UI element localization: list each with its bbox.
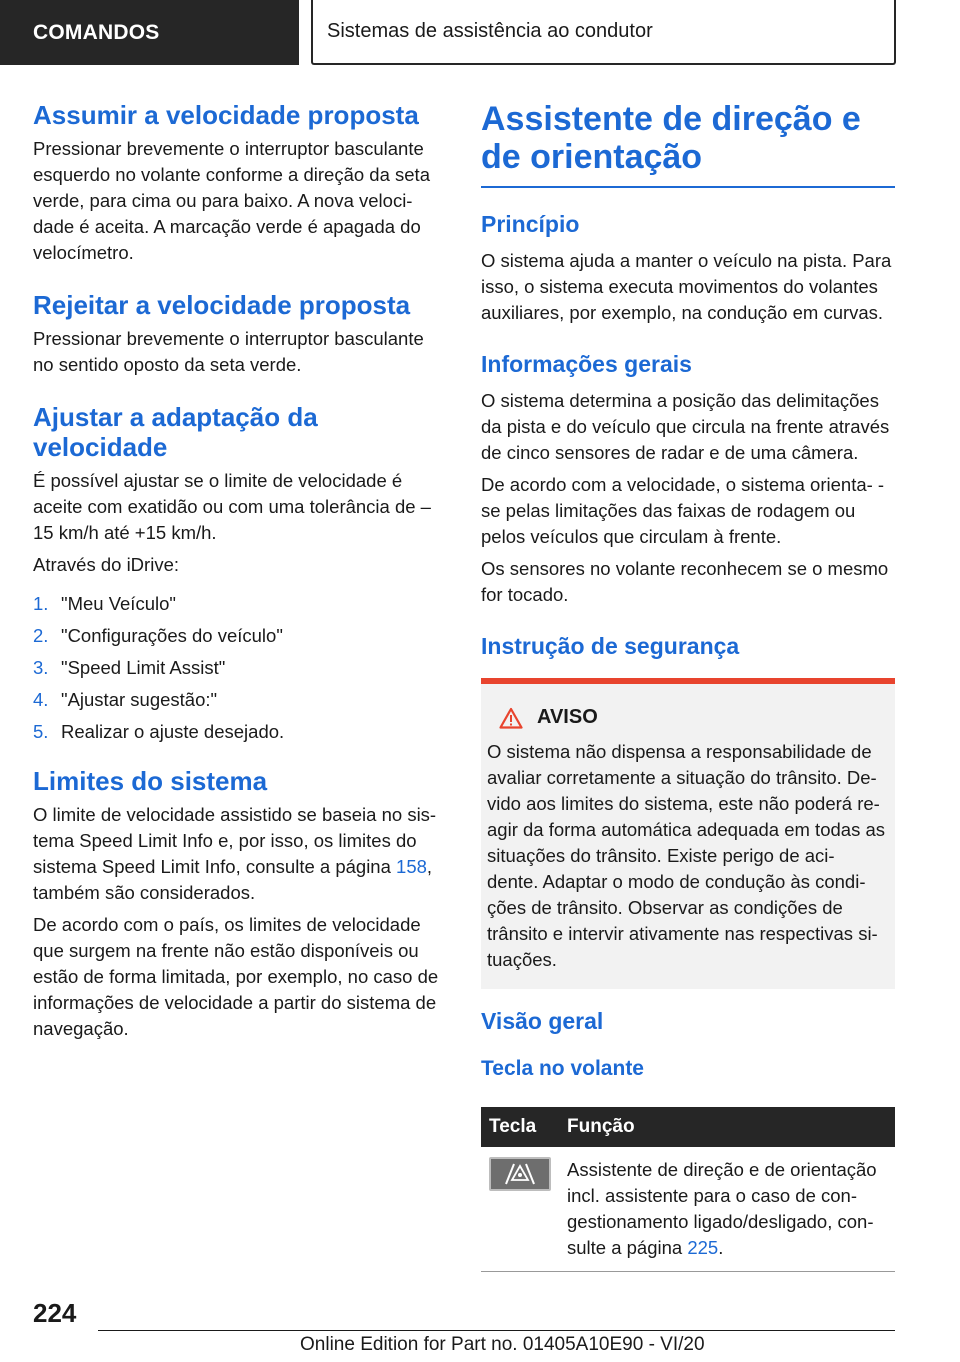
step-number: 5. [33,721,49,742]
step-item [33,620,449,652]
right-column [481,100,895,1272]
warning-label: AVISO [537,706,598,728]
text-principio: O sistema ajuda a manter o veículo na pista. Para isso, o sistema executa movimentos do volantes auxiliares, por exemplo, na condução em curvas. [481,250,892,323]
text-limites-1: O limite de velocidade assistido se baseia no sis- tema Speed Limit Info e, por isso, os limites do sistema Speed Limit Info, consulte a página 158, também são considerados. [33,804,437,903]
text-rejeitar: Pressionar brevemente o interruptor basculante no sentido oposto da seta verde. [33,328,424,375]
heading-assumir: Assumir a velocidade proposta [33,100,419,130]
step-text: "Configurações do veículo" [61,625,283,646]
step-item [33,716,449,748]
text-info-1: O sistema determina a posição das delimitações da pista e do veículo que circula na frente através de cinco sensores de radar e de uma câmera. [481,390,890,463]
heading-ajustar: Ajustar a adaptação da velocidade [33,402,318,462]
text-idrive: Através do iDrive: [33,554,179,575]
text-info-2: De acordo com a velocidade, o sistema orienta- -se pelas limitações das faixas de rodagem ou pelos veículos que circulam à frente. [481,474,885,547]
footer-edition: Online Edition for Part no. 01405A10E90 - VI/20 [300,1334,705,1355]
heading-limites: Limites do sistema [33,766,268,796]
page-link-225[interactable]: 225 [687,1237,719,1258]
left-column [33,100,449,1048]
heading-assistente: Assistente de direção e de orientação [481,100,895,188]
step-item [33,684,449,716]
col-header-tecla: Tecla [481,1107,559,1147]
col-header-funcao: Função [559,1107,895,1147]
text-assumir: Pressionar brevemente o interruptor basculante esquerdo no volante conforme a direção da seta verde, para cima ou para baixo. A nova veloci- dade é aceita. A marcação verde é apagada do velocímetro. [33,138,430,263]
step-text: "Meu Veículo" [61,593,176,614]
header-section [0,0,299,65]
step-item [33,588,449,620]
heading-seguranca: Instrução de segurança [481,633,740,659]
steps-list [33,588,449,748]
header-chapter [311,0,896,65]
function-cell: Assistente de direção e de orientação incl. assistente para o caso de con- gestionamento ligado/desligado, con- sulte a página 225. [559,1147,895,1272]
step-number: 2. [33,625,49,646]
step-text: Realizar o ajuste desejado. [61,721,285,742]
warning-text: O sistema não dispensa a responsabilidade de avaliar corretamente a situação do trânsito. De- vido aos limites do sistema, este não poderá re- agir da forma automática adequada em todas as situações do trânsito. Existe perigo de aci- dente. Adaptar o modo de condução às condi- ções de trânsito. Observar as condições de trânsito e intervir ativamente nas respectivas si- tuações. [487,741,885,970]
header-section-label: COMANDOS [33,20,160,44]
header-chapter-label: Sistemas de assistência ao condutor [327,20,653,42]
step-text: "Ajustar sugestão:" [61,689,218,710]
key-table [481,1107,895,1272]
warning-box [481,678,895,989]
warning-triangle-icon [499,707,523,729]
heading-tecla-volante: Tecla no volante [481,1057,644,1080]
step-number: 3. [33,657,49,678]
page-number: 224 [33,1298,77,1328]
table-row [481,1147,895,1272]
footer-divider [98,1330,895,1331]
heading-informacoes: Informações gerais [481,351,692,377]
text-info-3: Os sensores no volante reconhecem se o mesmo for tocado. [481,558,889,605]
heading-visao-geral: Visão geral [481,1008,604,1034]
warning-header [499,706,887,729]
heading-principio: Princípio [481,211,580,237]
heading-rejeitar: Rejeitar a velocidade proposta [33,290,411,320]
text-limites-2: De acordo com o país, os limites de velocidade que surgem na frente não estão disponíveis ou estão de forma limitada, por exemplo, no caso de informações de velocidade a partir do sistema de navegação. [33,914,439,1039]
lane-assist-icon [489,1157,551,1191]
text-ajustar: É possível ajustar se o limite de velocidade é aceite com exatidão ou com uma tolerância de –15 km/h até +15 km/h. [33,470,431,543]
key-cell [481,1147,559,1272]
step-number: 1. [33,593,49,614]
step-item [33,652,449,684]
page-link-158[interactable]: 158 [396,856,427,877]
step-text: "Speed Limit Assist" [61,657,226,678]
step-number: 4. [33,689,49,710]
